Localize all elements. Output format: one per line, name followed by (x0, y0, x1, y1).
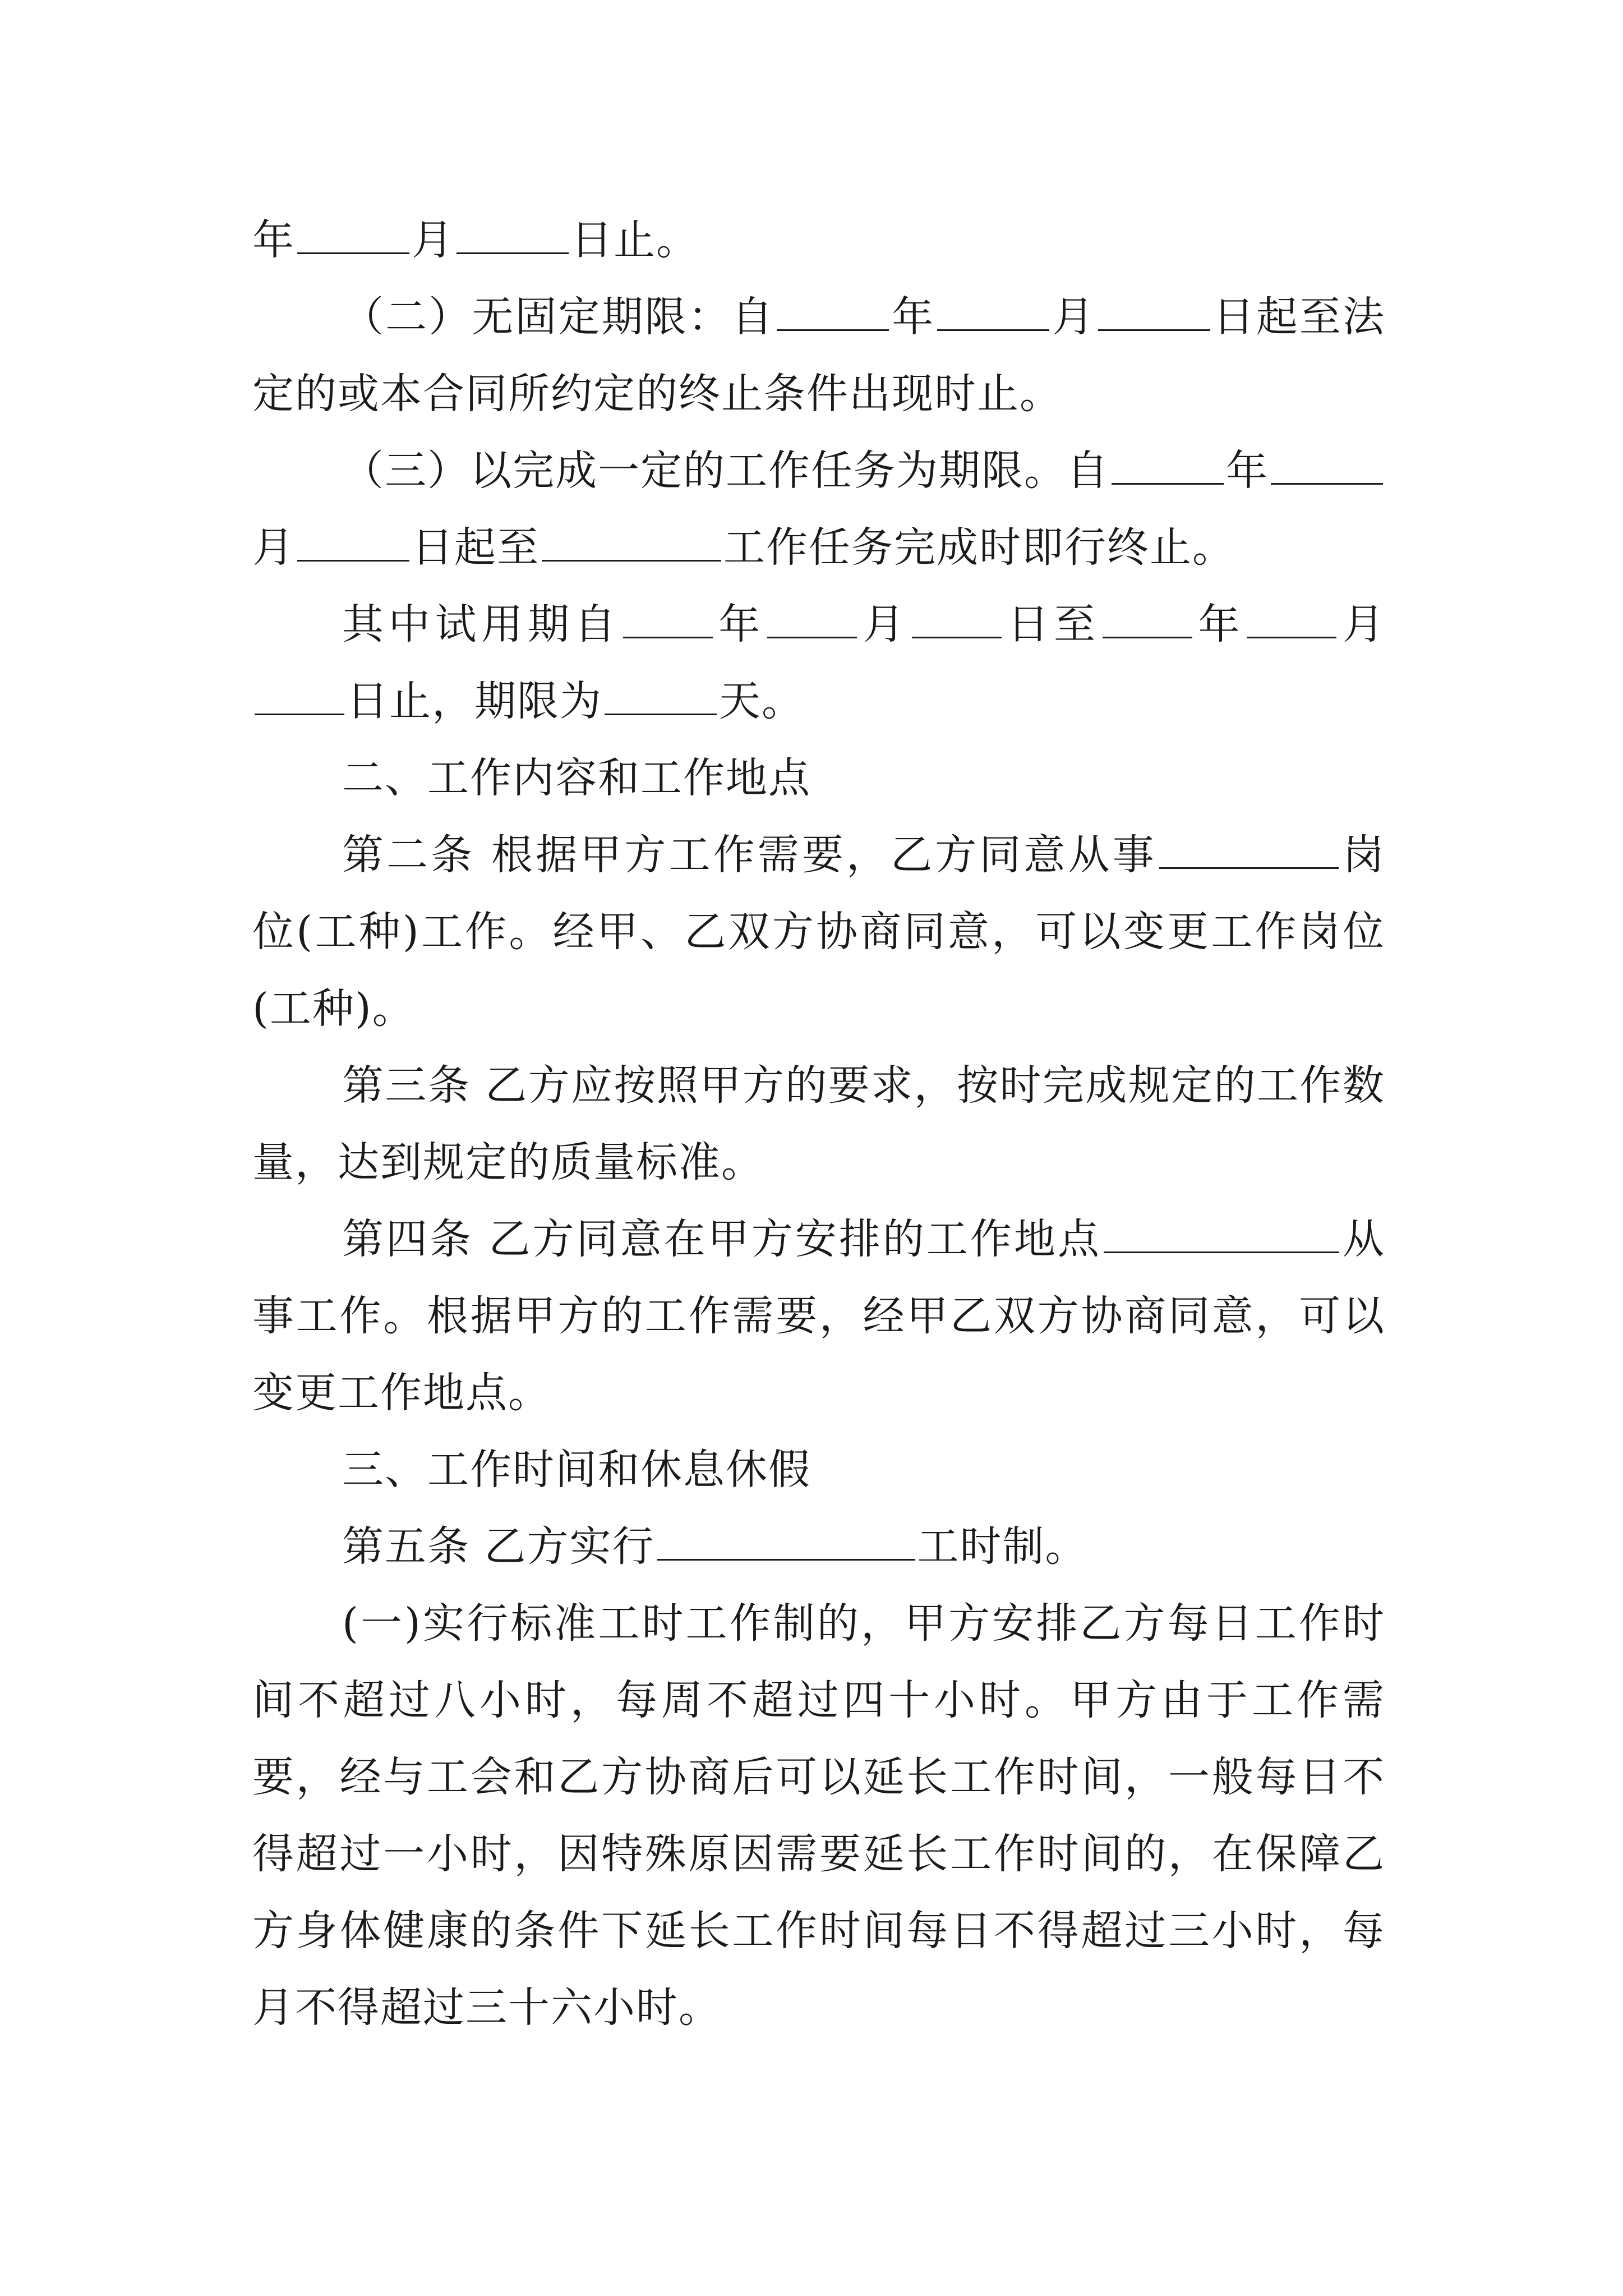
text: 第四条 乙方同意在甲方安排的工作地点 (342, 1215, 1101, 1263)
text: 岗位(工种)工作。经甲、乙双方协商同意，可以变更工作岗位(工种)。 (252, 831, 1385, 1033)
text: 日起至法定的或本合同所约定的终止条件出现时止。 (252, 293, 1386, 418)
text: 年 (252, 216, 295, 264)
text: 工时制。 (917, 1522, 1088, 1571)
text: 从事工作。根据甲方的工作需要，经甲乙双方协商同意，可以变更工作地点。 (252, 1215, 1385, 1417)
article-4 (252, 1201, 1385, 1432)
contract-page (252, 202, 1385, 2046)
text: 第五条 乙方实行 (342, 1522, 655, 1571)
clause-1-2 (252, 279, 1385, 432)
article-5-item-1: (一)实行标准工时工作制的，甲方安排乙方每日工作时间不超过八小时，每周不超过四十小时。甲方由于工作需要，经与工会和乙方协商后可以延长工作时间，一般每日不得超过一小时，因特殊原因需要延长工作时间的，在保障乙方身体健康的条件下延长工作时间每日不得超过三小时，每月不得超过三十六小时。 (252, 1599, 1385, 2032)
text: 月 (252, 523, 295, 572)
text: 月 (859, 600, 910, 648)
blank-location (1104, 1219, 1339, 1253)
blank-day (297, 527, 409, 562)
text: 年 (891, 293, 935, 341)
text: 月 (1339, 600, 1385, 648)
text: 天。 (719, 677, 804, 725)
blank-year (623, 604, 713, 638)
text: 日起至 (412, 523, 540, 572)
blank-day (912, 604, 1002, 638)
blank-month (937, 297, 1049, 331)
blank-month (457, 220, 569, 254)
blank-day (1098, 297, 1210, 331)
text: 年 (714, 600, 765, 648)
blank-day (255, 681, 344, 715)
section-3-title: 三、工作时间和休息休假 (342, 1446, 811, 1494)
blank-working-hours-system (657, 1526, 915, 1561)
text: 月 (1052, 293, 1096, 341)
clause-1-end (252, 202, 1385, 279)
section-2-title: 二、工作内容和工作地点 (342, 754, 811, 802)
text: （三）以完成一定的工作任务为期限。自 (342, 447, 1109, 495)
blank-month (767, 604, 857, 638)
text: 年 (1194, 600, 1245, 648)
blank-year (777, 297, 889, 331)
article-2 (252, 817, 1385, 1047)
blank-task (542, 527, 721, 562)
text: 日止。 (571, 216, 699, 264)
text: 工作任务完成时即行终止。 (723, 523, 1235, 572)
blank-month (1271, 450, 1383, 485)
article-3: 第三条 乙方应按照甲方的要求，按时完成规定的工作数量，达到规定的质量标准。 (252, 1061, 1385, 1186)
article-5 (252, 1508, 1385, 1585)
text: 日止，期限为 (347, 677, 602, 725)
blank-year (1103, 604, 1192, 638)
text: 月 (412, 216, 454, 264)
clause-1-3 (252, 432, 1385, 586)
blank-month (1247, 604, 1336, 638)
blank-days (605, 681, 717, 715)
probation-period (252, 586, 1385, 740)
text: （二）无固定期限：自 (342, 293, 775, 341)
blank-year (1112, 450, 1224, 485)
text: 日至 (1003, 600, 1100, 648)
text: 年 (1226, 447, 1269, 495)
text: 第二条 根据甲方工作需要，乙方同意从事 (342, 831, 1157, 879)
blank-position (1159, 835, 1339, 869)
text: 其中试用期自 (342, 600, 621, 648)
blank-year (297, 220, 409, 254)
